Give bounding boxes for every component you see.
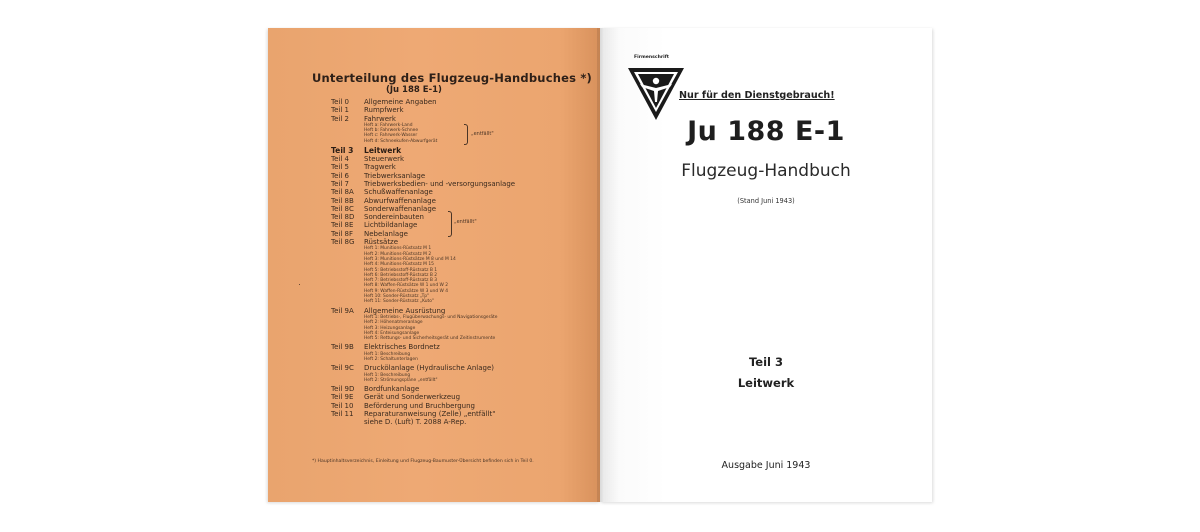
toc-label: Allgemeine Ausrüstung <box>364 306 446 315</box>
toc-row <box>331 197 581 205</box>
toc-id: Teil 5 <box>331 163 349 172</box>
toc-label: Reparaturanweisung (Zelle) „entfällt" <box>364 410 496 419</box>
heft-item: Heft 6: Betriebsstoff-Rüstsatz B 2 <box>364 272 438 278</box>
heft-item: Heft 10: Sonder-Rüstsatz „Tp" <box>364 294 430 300</box>
toc-label: Nebelanlage <box>364 229 408 238</box>
toc-main-group <box>331 146 581 246</box>
junkers-logo <box>626 62 686 122</box>
part-name: Leitwerk <box>737 376 795 390</box>
heft-item: Heft 2: Munitions-Rüstsatz M 2 <box>364 251 432 257</box>
toc-row <box>331 98 581 106</box>
toc-row <box>331 402 581 410</box>
heft-item: Heft 5: Betriebsstoff-Rüstsatz B 1 <box>364 267 438 273</box>
heft-item: Heft 5: Rettungs- und Sicherheitsgerät und Zeitinstrumente <box>364 336 496 342</box>
toc-id: Teil 10 <box>331 401 354 410</box>
gutter-shadow <box>597 28 603 502</box>
toc-row <box>331 172 581 180</box>
paper-speck <box>299 284 300 285</box>
heft-item: Heft 9: Waffen-Rüstsätze W 3 und W 4 <box>364 288 449 294</box>
toc-id: Teil 8A <box>331 188 354 197</box>
toc-label: Tragwerk <box>364 163 396 172</box>
toc-id: Teil 9D <box>331 385 355 394</box>
toc-list <box>331 98 581 427</box>
toc-id: Teil 9C <box>331 364 354 373</box>
toc-row <box>331 364 581 372</box>
handbook-title: Flugzeug-Handbuch <box>681 161 851 181</box>
toc-row <box>331 146 581 155</box>
toc-label: Elektrisches Bordnetz <box>364 343 440 352</box>
toc-label: Gerät und Sonderwerkzeug <box>364 393 461 402</box>
toc-id: Teil 6 <box>331 171 349 180</box>
toc-label: Allgemeine Angaben <box>364 98 437 106</box>
toc-label: Druckölanlage (Hydraulische Anlage) <box>364 364 494 373</box>
toc-id: Teil 9A <box>331 306 354 315</box>
toc-label: Steuerwerk <box>364 155 405 164</box>
heft-item: Heft 11: Sonder-Rüstsatz „Kuto" <box>364 299 434 305</box>
aircraft-title: Ju 188 E-1 <box>687 116 845 147</box>
heft-item: Heft d: Schneekufen-Abwurfgerät <box>364 138 438 144</box>
entfaellt-note: „entfällt" <box>454 219 477 226</box>
toc-id: Teil 9B <box>331 343 354 352</box>
toc-label: Lichtbildanlage <box>364 221 418 230</box>
toc-label: Abwurfwaffenanlage <box>364 196 436 205</box>
heft-item: Heft 1: Beschreibung <box>364 351 411 357</box>
toc-id: Teil 3 <box>331 146 354 156</box>
heft-item: Heft 4: Enteisungsanlage <box>364 330 420 336</box>
toc-label: Rumpfwerk <box>364 106 404 115</box>
toc-id: Teil 7 <box>331 179 349 188</box>
toc-id: Teil 2 <box>331 114 349 123</box>
toc-id: Teil 9E <box>331 393 354 402</box>
toc-id: Teil 8E <box>331 221 354 230</box>
book-spread <box>268 28 932 502</box>
stand-date: (Stand Juni 1943) <box>737 197 795 205</box>
toc-label: Fahrwerk <box>364 114 396 123</box>
toc-row <box>331 155 581 163</box>
heft-item: Heft c: Fahrwerk-Wasser <box>364 133 418 139</box>
heft-item: Heft 1: Beschreibung <box>364 372 411 378</box>
toc-row <box>331 343 581 351</box>
heft-item: Heft a: Fahrwerk-Land <box>364 122 413 128</box>
heft-item: Heft 1: Betriebs-, Flugüberwachungs- und Navigationsgeräte <box>364 314 498 320</box>
part-number: Teil 3 <box>748 355 783 369</box>
toc-row <box>331 205 581 213</box>
heft-item: Heft b: Fahrwerk-Schnee <box>364 128 419 134</box>
heft-item: Heft 3: Munitions-Rüstsätze M 8 und M 14 <box>364 256 456 262</box>
toc-row <box>331 410 581 418</box>
toc-id: Teil 8D <box>331 213 355 222</box>
toc-id: Teil 8F <box>331 229 353 238</box>
heft-item: Heft 1: Munitions-Rüstsatz M 1 <box>364 246 432 252</box>
toc-id: Teil 8G <box>331 238 355 247</box>
toc-label: Bordfunkanlage <box>364 385 420 394</box>
heft-item: Heft 2: Höhenatmeranlage <box>364 320 423 326</box>
heft-item: Heft 2: Schaltunterlagen <box>364 356 418 362</box>
toc-label: Schußwaffenanlage <box>364 188 433 197</box>
toc-row <box>331 188 581 196</box>
toc-row <box>331 180 581 188</box>
toc-row <box>331 230 581 238</box>
left-page <box>268 28 600 502</box>
heft-item: Heft 2: Strömungspläne „entfällt" <box>364 377 438 383</box>
dienstgebrauch-notice: Nur für den Dienstgebrauch! <box>679 90 835 101</box>
heft-item: Heft 8: Waffen-Rüstsätze W 1 und W 2 <box>364 283 449 289</box>
toc-id: Teil 8C <box>331 204 354 213</box>
heft-item: Heft 4: Munitions-Rüstsatz M 15 <box>364 262 434 268</box>
toc-title: Unterteilung des Flugzeug-Handbuches *) <box>312 71 593 85</box>
toc-id: Teil 0 <box>331 98 349 106</box>
toc-id: Teil 4 <box>331 155 349 164</box>
toc-row <box>331 163 581 171</box>
brace <box>448 211 452 237</box>
fahrwerk-group <box>331 123 581 144</box>
toc-row <box>331 106 581 114</box>
toc-label: Rüstsätze <box>364 238 399 247</box>
toc-row <box>331 393 581 401</box>
toc-id: Teil 11 <box>331 410 354 419</box>
siehe-ref: siehe D. (Luft) T. 2088 A-Rep. <box>364 418 467 427</box>
firmenschrift-label: Firmenschrift <box>634 55 669 60</box>
toc-subtitle: (Ju 188 E-1) <box>386 85 442 95</box>
toc-label: Triebwerksbedien- und -versorgungsanlage <box>364 179 516 188</box>
toc-row <box>331 418 581 426</box>
entfaellt-note: „entfällt" <box>471 130 494 137</box>
toc-label: Leitwerk <box>364 146 402 156</box>
toc-label: Beförderung und Bruchbergung <box>364 401 475 410</box>
toc-id: Teil 1 <box>331 106 349 115</box>
edition-date: Ausgabe Juni 1943 <box>721 460 811 471</box>
toc-label: Sondereinbauten <box>364 213 424 222</box>
toc-label: Sonderwaffenanlage <box>364 204 437 213</box>
footnote: *) Hauptinhaltsverzeichnis, Einleitung und Flugzeug-Baumuster-Übersicht befinden sich in Teil 0. <box>312 459 534 464</box>
toc-row <box>331 238 581 246</box>
heft-item: Heft 7: Betriebsstoff-Rüstsatz B 3 <box>364 278 438 284</box>
toc-row <box>331 307 581 315</box>
toc-row <box>331 385 581 393</box>
heft-item: Heft 3: Heizungsanlage <box>364 325 416 331</box>
toc-row <box>331 115 581 123</box>
toc-id: Teil 8B <box>331 196 354 205</box>
brace <box>464 124 468 145</box>
toc-label: Triebwerksanlage <box>364 171 426 180</box>
